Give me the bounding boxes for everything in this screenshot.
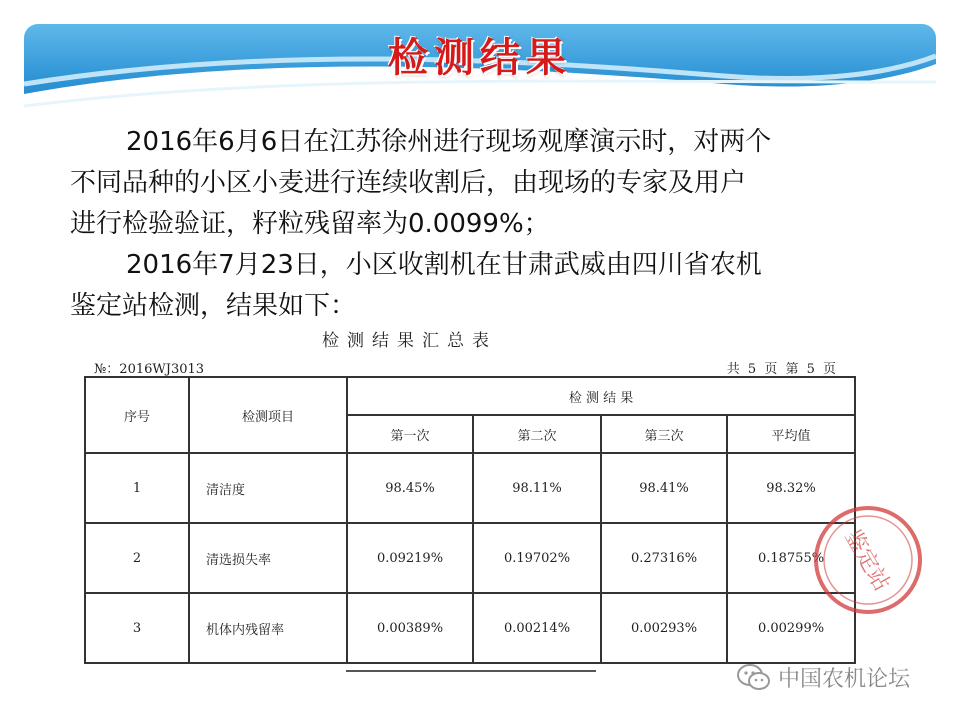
row-value: 0.00293%: [601, 593, 727, 663]
header-trial-3: 第三次: [601, 415, 727, 453]
header-average: 平均值: [727, 415, 855, 453]
row-value: 98.41%: [601, 453, 727, 523]
header-item: 检测项目: [189, 377, 347, 453]
paragraph-2: [70, 245, 920, 327]
row-value: 0.19702%: [473, 523, 601, 593]
body-text: [70, 122, 920, 327]
row-item: 机体内残留率: [189, 593, 347, 663]
row-seq: 2: [85, 523, 189, 593]
paragraph-1-line-1: 2016年6月6日在江苏徐州进行现场观摩演示时，对两个: [126, 127, 772, 157]
paragraph-1-line-3: 进行检验验证，籽粒残留率为0.0099%；: [70, 209, 550, 239]
table-header-row: [85, 377, 855, 415]
scanned-document: [72, 320, 862, 680]
paragraph-1-line-2: 不同品种的小区小麦进行连续收割后，由现场的专家及用户: [70, 168, 747, 198]
header-trial-2: 第二次: [473, 415, 601, 453]
row-value: 98.45%: [347, 453, 473, 523]
row-item: 清选损失率: [189, 523, 347, 593]
table-row: [85, 453, 855, 523]
row-value: 0.00299%: [727, 593, 855, 663]
official-seal: [808, 500, 928, 620]
row-value: 0.27316%: [601, 523, 727, 593]
paragraph-2-line-2: 鉴定站检测，结果如下：: [70, 291, 357, 321]
document-page-info: 共 5 页 第 5 页: [726, 362, 838, 377]
svg-text:鉴定站: 鉴定站: [839, 525, 895, 596]
header-seq: 序号: [85, 377, 189, 453]
row-value: 0.18755%: [727, 523, 855, 593]
signature-line: [346, 670, 596, 672]
row-value: 0.09219%: [347, 523, 473, 593]
row-seq: 1: [85, 453, 189, 523]
row-value: 98.11%: [473, 453, 601, 523]
table-row: [85, 593, 855, 663]
header-result-group: 检 测 结 果: [347, 377, 855, 415]
table-row: [85, 523, 855, 593]
watermark-text: 中国农机论坛: [778, 667, 911, 692]
header-trial-1: 第一次: [347, 415, 473, 453]
row-value: 98.32%: [727, 453, 855, 523]
row-value: 0.00389%: [347, 593, 473, 663]
watermark: [736, 662, 910, 693]
wechat-icon: [736, 663, 772, 693]
slide-title: 检测结果: [388, 34, 572, 81]
document-number: №：2016WJ3013: [94, 362, 205, 377]
paragraph-1: [70, 122, 920, 245]
row-value: 0.00214%: [473, 593, 601, 663]
row-item: 清洁度: [189, 453, 347, 523]
document-title: 检测结果汇总表: [322, 331, 497, 351]
result-summary-table: [84, 376, 856, 664]
row-seq: 3: [85, 593, 189, 663]
paragraph-2-line-1: 2016年7月23日，小区收割机在甘肃武威由四川省农机: [126, 250, 762, 280]
